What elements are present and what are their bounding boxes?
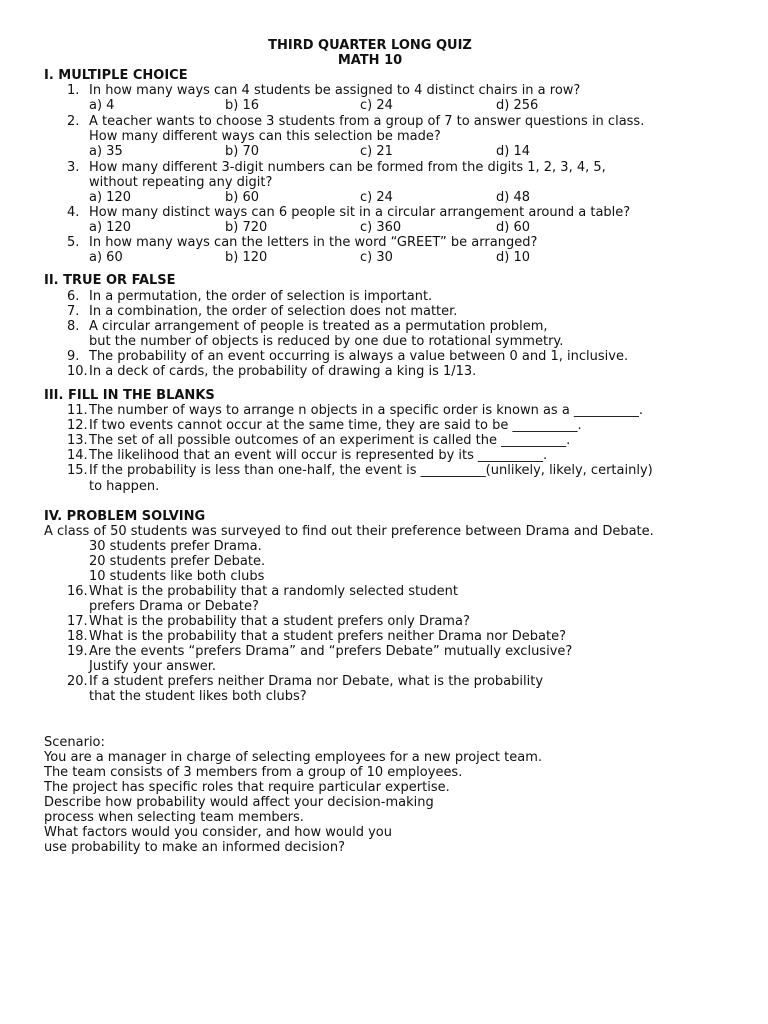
question-text: How many different 3-digit numbers can be formed from the digits 1, 2, 3, 4, 5, <box>89 160 606 175</box>
scenario-text: Describe how probability would affect your decision-making <box>44 795 434 810</box>
blank-statement: to happen. <box>89 479 160 494</box>
statement-text: A circular arrangement of people is treated as a permutation problem, <box>89 319 548 334</box>
problem-fact: 10 students like both clubs <box>89 569 265 584</box>
item-number: 7. <box>67 304 80 319</box>
problem-question: prefers Drama or Debate? <box>89 599 259 614</box>
blank-statement: The likelihood that an event will occur is represented by its __________. <box>89 448 548 463</box>
item-number: 15. <box>67 463 88 478</box>
problem-intro: A class of 50 students was surveyed to find out their preference between Drama and Debate. <box>44 524 654 539</box>
answer-option: c) 360 <box>360 220 402 235</box>
question-text: In how many ways can the letters in the word “GREET” be arranged? <box>89 235 538 250</box>
question-text: How many distinct ways can 6 people sit in a circular arrangement around a table? <box>89 205 631 220</box>
scenario-text: The project has specific roles that require particular expertise. <box>44 780 450 795</box>
scenario-label: Scenario: <box>44 735 105 750</box>
question-text: without repeating any digit? <box>89 175 273 190</box>
problem-question: Justify your answer. <box>89 659 216 674</box>
answer-option: b) 16 <box>225 98 259 113</box>
answer-option: a) 60 <box>89 250 123 265</box>
scenario-text: What factors would you consider, and how would you <box>44 825 392 840</box>
answer-option: b) 120 <box>225 250 268 265</box>
scenario-text: The team consists of 3 members from a group of 10 employees. <box>44 765 463 780</box>
section-multiple-choice-heading: I. MULTIPLE CHOICE <box>44 68 188 83</box>
item-number: 10. <box>67 364 88 379</box>
answer-option: a) 120 <box>89 190 131 205</box>
question-number: 3. <box>67 160 80 175</box>
blank-statement: The set of all possible outcomes of an experiment is called the __________. <box>89 433 571 448</box>
statement-text: The probability of an event occurring is always a value between 0 and 1, inclusive. <box>89 349 629 364</box>
answer-option: b) 720 <box>225 220 268 235</box>
answer-option: a) 120 <box>89 220 131 235</box>
quiz-subtitle: MATH 10 <box>337 53 403 68</box>
blank-statement: The number of ways to arrange n objects in a specific order is known as a __________. <box>89 403 644 418</box>
answer-option: a) 35 <box>89 144 123 159</box>
statement-text: but the number of objects is reduced by one due to rotational symmetry. <box>89 334 564 349</box>
item-number: 14. <box>67 448 88 463</box>
blank-statement: If two events cannot occur at the same time, they are said to be __________. <box>89 418 582 433</box>
question-number: 1. <box>67 83 80 98</box>
answer-option: c) 24 <box>360 190 393 205</box>
question-number: 4. <box>67 205 80 220</box>
problem-question: If a student prefers neither Drama nor Debate, what is the probability <box>89 674 544 689</box>
answer-option: d) 14 <box>496 144 530 159</box>
answer-option: d) 60 <box>496 220 530 235</box>
quiz-title: THIRD QUARTER LONG QUIZ <box>268 38 472 53</box>
question-number: 2. <box>67 114 80 129</box>
question-number: 5. <box>67 235 80 250</box>
problem-question: Are the events “prefers Drama” and “prefers Debate” mutually exclusive? <box>89 644 573 659</box>
problem-question: What is the probability that a student prefers neither Drama nor Debate? <box>89 629 566 644</box>
answer-option: c) 30 <box>360 250 393 265</box>
item-number: 13. <box>67 433 88 448</box>
scenario-text: process when selecting team members. <box>44 810 304 825</box>
item-number: 16. <box>67 584 88 599</box>
answer-option: a) 4 <box>89 98 115 113</box>
item-number: 8. <box>67 319 80 334</box>
problem-fact: 20 students prefer Debate. <box>89 554 266 569</box>
answer-option: c) 21 <box>360 144 393 159</box>
problem-fact: 30 students prefer Drama. <box>89 539 262 554</box>
item-number: 19. <box>67 644 88 659</box>
answer-option: b) 60 <box>225 190 259 205</box>
item-number: 11. <box>67 403 88 418</box>
answer-option: d) 256 <box>496 98 539 113</box>
question-text: In how many ways can 4 students be assigned to 4 distinct chairs in a row? <box>89 83 581 98</box>
answer-option: d) 48 <box>496 190 530 205</box>
problem-question: that the student likes both clubs? <box>89 689 307 704</box>
section-problem-solving-heading: IV. PROBLEM SOLVING <box>44 509 206 524</box>
statement-text: In a permutation, the order of selection is important. <box>89 289 433 304</box>
statement-text: In a combination, the order of selection does not matter. <box>89 304 458 319</box>
scenario-text: You are a manager in charge of selecting employees for a new project team. <box>44 750 543 765</box>
item-number: 6. <box>67 289 80 304</box>
question-text: How many different ways can this selection be made? <box>89 129 441 144</box>
answer-option: c) 24 <box>360 98 393 113</box>
section-true-false-heading: II. TRUE OR FALSE <box>44 273 176 288</box>
section-fill-blanks-heading: III. FILL IN THE BLANKS <box>44 388 215 403</box>
answer-option: d) 10 <box>496 250 530 265</box>
statement-text: In a deck of cards, the probability of drawing a king is 1/13. <box>89 364 477 379</box>
item-number: 18. <box>67 629 88 644</box>
problem-question: What is the probability that a randomly selected student <box>89 584 458 599</box>
item-number: 12. <box>67 418 88 433</box>
blank-statement: If the probability is less than one-half, the event is __________(unlikely, likely, certainly) <box>89 463 653 478</box>
item-number: 20. <box>67 674 88 689</box>
answer-option: b) 70 <box>225 144 259 159</box>
scenario-text: use probability to make an informed decision? <box>44 840 346 855</box>
question-text: A teacher wants to choose 3 students from a group of 7 to answer questions in class. <box>89 114 645 129</box>
problem-question: What is the probability that a student prefers only Drama? <box>89 614 470 629</box>
item-number: 9. <box>67 349 80 364</box>
item-number: 17. <box>67 614 88 629</box>
